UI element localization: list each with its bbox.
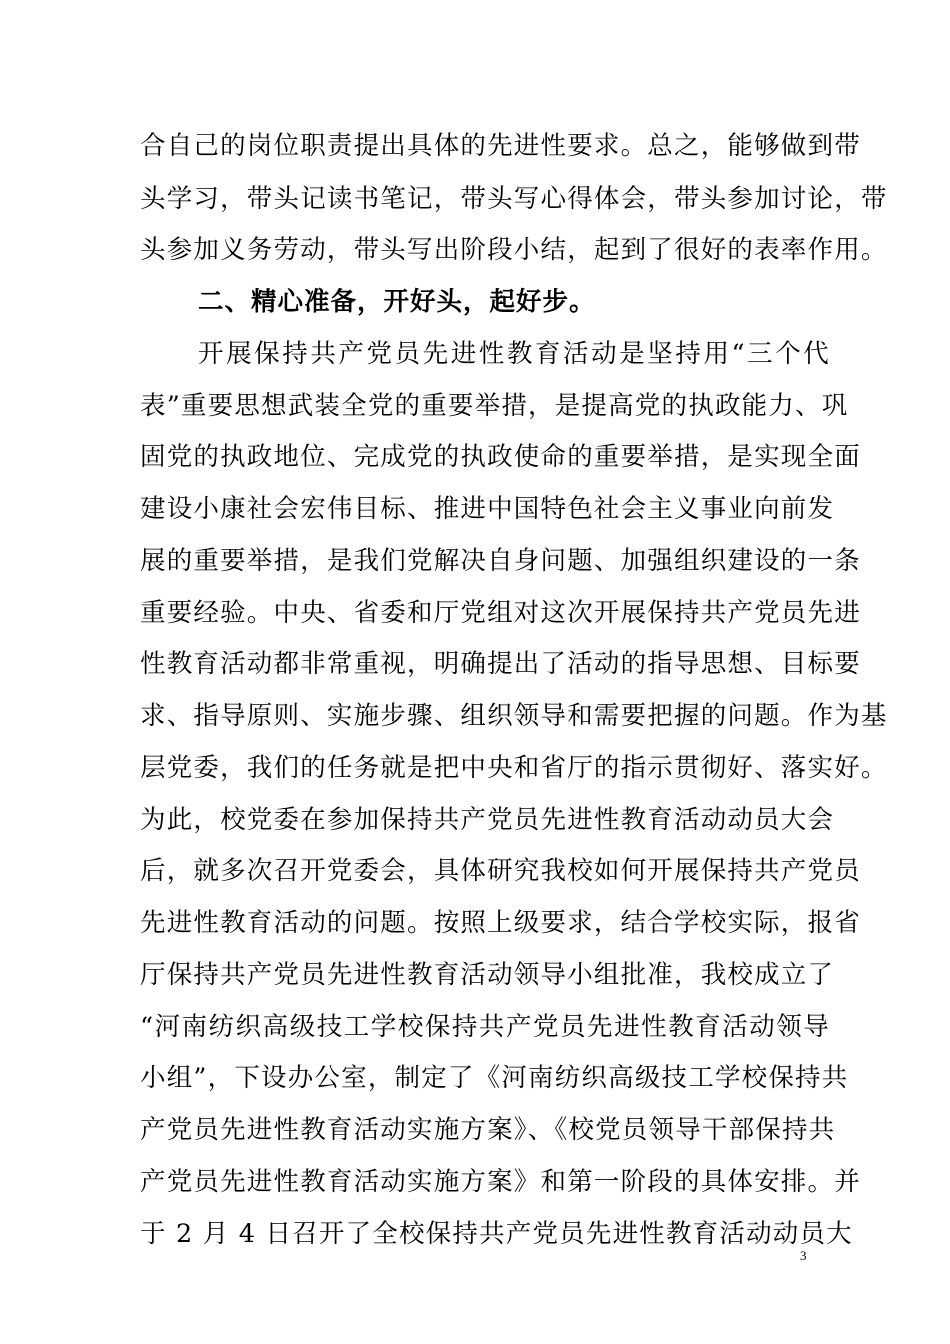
text-line-10: 重要经验。中央、省委和厅党组对这次开展保持共产党员先进 <box>140 598 861 628</box>
page-number: 3 <box>800 1248 807 1263</box>
text-line-6: 表”重要思想武装全党的重要举措，是提高党的执政能力、巩 <box>140 391 849 421</box>
text-line-1: 合自己的岗位职责提出具体的先进性要求。总之，能够做到带 <box>140 131 861 161</box>
text-line-13: 层党委，我们的任务就是把中央和省厅的指示贯彻好、落实好。 <box>140 753 888 783</box>
text-line-11: 性教育活动都非常重视，明确提出了活动的指导思想、目标要 <box>140 649 861 679</box>
text-line-15: 后，就多次召开党委会，具体研究我校如何开展保持共产党员 <box>140 856 861 886</box>
text-line-8: 建设小康社会宏伟目标、推进中国特色社会主义事业向前发 <box>140 494 835 524</box>
text-line-20: 产党员先进性教育活动实施方案》、《校党员领导干部保持共 <box>140 1115 836 1145</box>
text-line-16: 先进性教育活动的问题。按照上级要求，结合学校实际，报省 <box>140 908 861 938</box>
text-line-18: “河南纺织高级技工学校保持共产党员先进性教育活动领导 <box>140 1012 830 1042</box>
text-line-22: 于 2 月 4 日召开了全校保持共产党员先进性教育活动动员大 <box>140 1219 853 1249</box>
text-line-9: 展的重要举措，是我们党解决自身问题、加强组织建设的一条 <box>140 546 861 576</box>
text-line-5: 开展保持共产党员先进性教育活动是坚持用“三个代 <box>198 339 830 369</box>
text-line-14: 为此，校党委在参加保持共产党员先进性教育活动动员大会 <box>140 805 835 835</box>
text-line-12: 求、指导原则、实施步骤、组织领导和需要把握的问题。作为基 <box>140 701 888 731</box>
text-line-2: 头学习，带头记读书笔记，带头写心得体会，带头参加讨论，带 <box>140 184 888 214</box>
text-line-19: 小组”，下设办公室，制定了《河南纺织高级技工学校保持共 <box>140 1063 849 1093</box>
text-line-17: 厅保持共产党员先进性教育活动领导小组批准，我校成立了 <box>140 960 835 990</box>
section-heading: 二、精心准备，开好头，起好步。 <box>198 287 596 317</box>
text-line-3: 头参加义务劳动，带头写出阶段小结，起到了很好的表率作用。 <box>140 235 888 265</box>
text-line-7: 固党的执政地位、完成党的执政使命的重要举措，是实现全面 <box>140 442 861 472</box>
text-line-21: 产党员先进性教育活动实施方案》和第一阶段的具体安排。并 <box>140 1167 861 1197</box>
